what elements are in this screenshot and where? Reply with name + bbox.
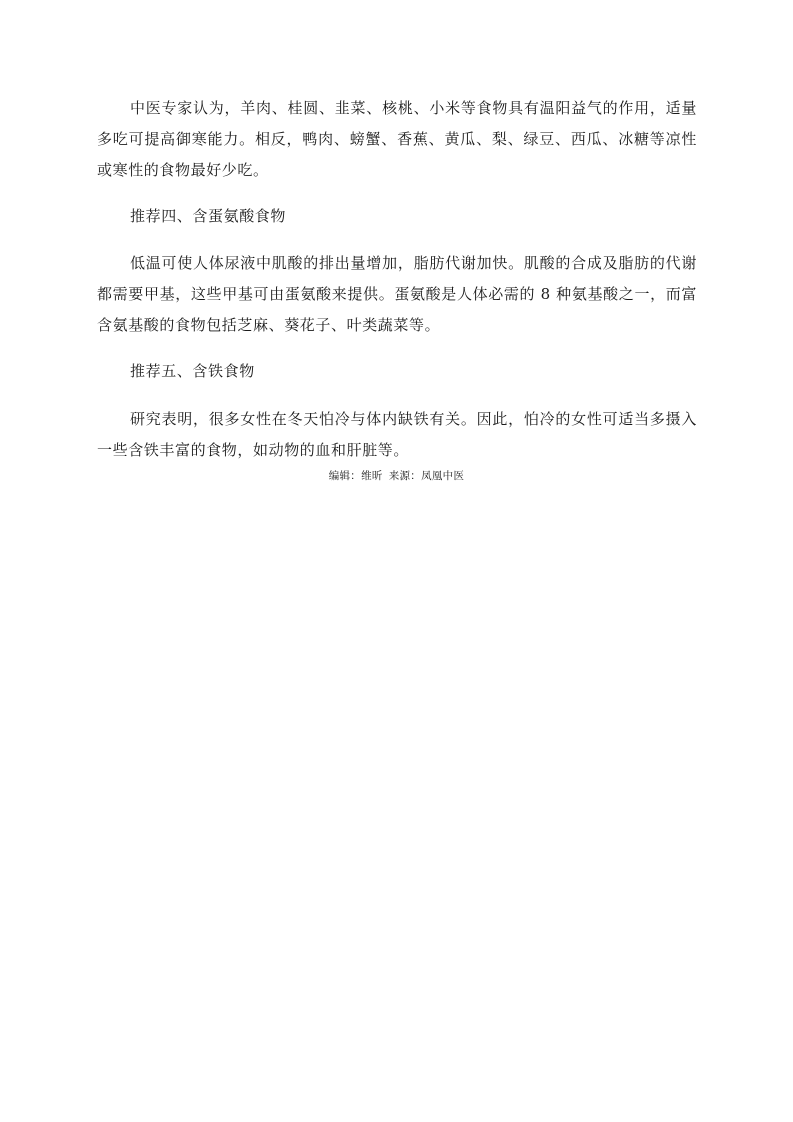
paragraph-warming-foods: 中医专家认为，羊肉、桂圆、韭菜、核桃、小米等食物具有温阳益气的作用，适量多吃可提高御寒能力。相反，鸭肉、螃蟹、香蕉、黄瓜、梨、绿豆、西瓜、冰糖等凉性或寒性的食物最好少吃。: [97, 99, 697, 179]
section-heading-iron: 推荐五、含铁食物: [130, 362, 255, 380]
paragraph-iron: 研究表明，很多女性在冬天怕冷与体内缺铁有关。因此，怕冷的女性可适当多摄入一些含铁丰富的食物，如动物的血和肝脏等。: [97, 410, 697, 459]
article-footer: [0, 468, 793, 484]
footer-source: 来源：凤凰中医: [388, 470, 465, 482]
footer-editor: 编辑：维昕: [328, 470, 383, 482]
paragraph-methionine: 低温可使人体尿液中肌酸的排出量增加，脂肪代谢加快。肌酸的合成及脂肪的代谢都需要甲基，这些甲基可由蛋氨酸来提供。蛋氨酸是人体必需的 8 种氨基酸之一，而富含氨基酸的食物包括芝麻、葵花子、叶类蔬菜等。: [97, 254, 697, 334]
section-heading-methionine: 推荐四、含蛋氨酸食物: [130, 207, 287, 225]
